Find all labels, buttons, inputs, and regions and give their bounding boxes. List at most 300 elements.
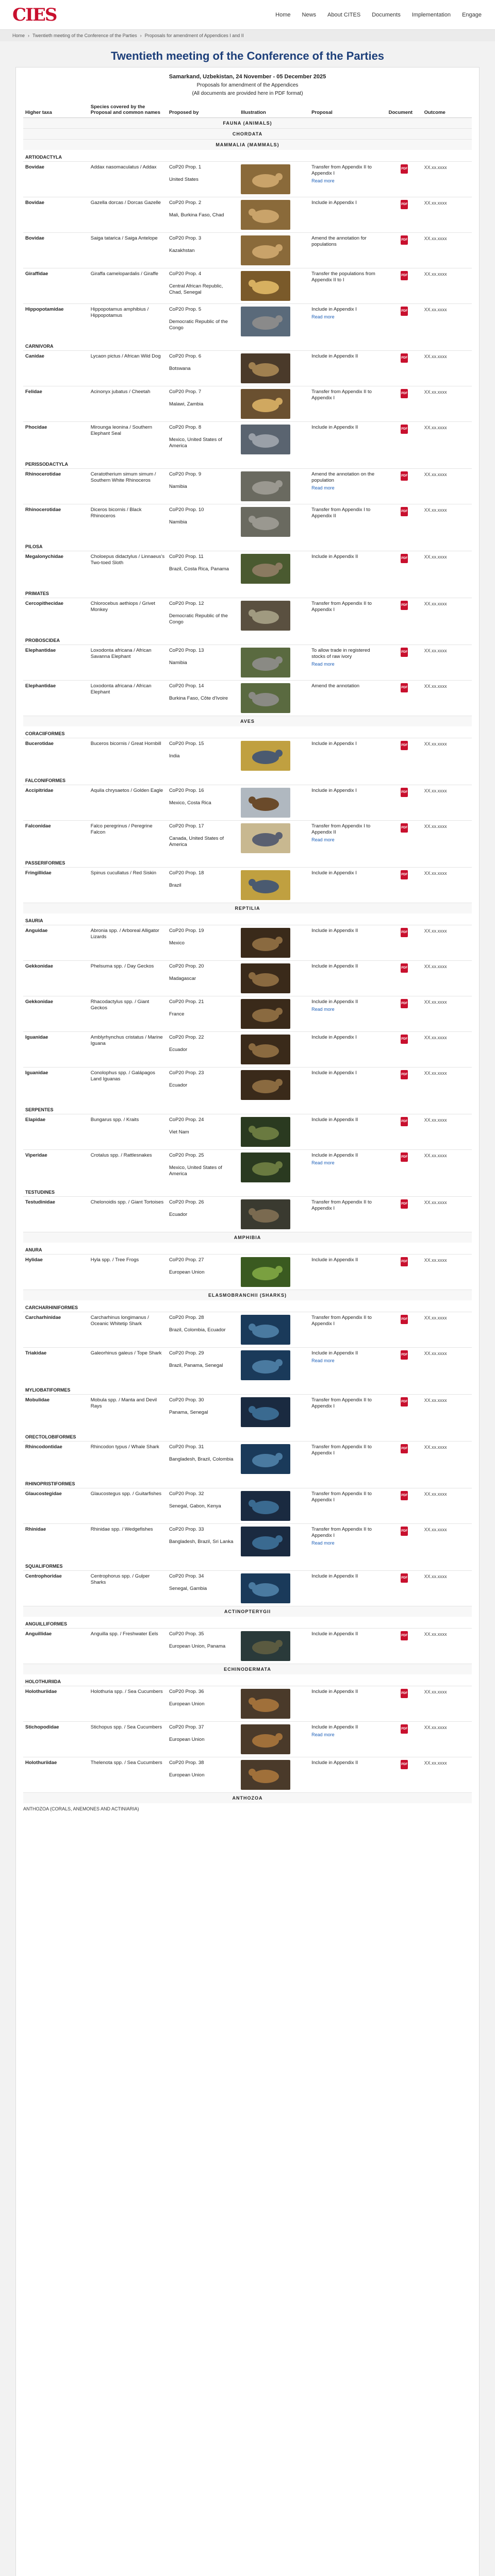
- outcome-text: XX.xx.xxxx: [424, 1574, 447, 1579]
- species-cell: Rhacodactylus spp. / Giant Geckos: [89, 996, 167, 1032]
- illustration-head: [249, 1406, 256, 1413]
- species-cell: Rhinidae spp. / Wedgefishes: [89, 1524, 167, 1560]
- breadcrumb-separator: ›: [28, 33, 30, 38]
- proposal-cell: [309, 1197, 387, 1232]
- higher-taxon-cell: Gekkonidae: [23, 961, 89, 996]
- proposal-row: [23, 996, 472, 1032]
- pdf-icon[interactable]: PDF: [401, 307, 408, 316]
- order-label: CARCHARHINIFORMES: [25, 1305, 78, 1310]
- species-cell: Spinus cucullatus / Red Siskin: [89, 868, 167, 903]
- proposal-cell: [309, 162, 387, 197]
- column-header: Proposal: [309, 102, 387, 118]
- order-row: [23, 539, 472, 551]
- illustration-cell: [239, 469, 309, 504]
- section-band-label: ELASMOBRANCHII (SHARKS): [23, 1290, 472, 1301]
- illustration-cell: [239, 304, 309, 340]
- proposal-text: Include in Appendix II: [311, 1689, 358, 1694]
- order-label: SAURIA: [25, 918, 43, 923]
- proposal-text: Transfer from Appendix I to Appendix II: [311, 823, 371, 835]
- species-cell: Holothuria spp. / Sea Cucumbers: [89, 1686, 167, 1722]
- higher-taxon-cell: Glaucostegidae: [23, 1488, 89, 1524]
- proposal-row: [23, 785, 472, 821]
- pdf-icon[interactable]: PDF: [401, 200, 408, 209]
- illustration-head: [275, 937, 283, 944]
- proposals-table: [23, 102, 472, 1803]
- order-label: MYLIOBATIFORMES: [25, 1387, 71, 1393]
- species-cell: Aquila chrysaetos / Golden Eagle: [89, 785, 167, 821]
- monkey-illustration: [241, 601, 290, 631]
- outcome-text: XX.xx.xxxx: [424, 1117, 447, 1123]
- outcome-text: XX.xx.xxxx: [424, 1200, 447, 1205]
- illustration-cell: [239, 162, 309, 197]
- higher-taxon-cell: Anguidae: [23, 925, 89, 961]
- outcome-cell: [422, 961, 472, 996]
- species-cell: Stichopus spp. / Sea Cucumbers: [89, 1722, 167, 1757]
- outcome-cell: [422, 645, 472, 681]
- proposal-row: [23, 1686, 472, 1722]
- outcome-cell: [422, 1442, 472, 1477]
- higher-taxon-cell: Rhincodontidae: [23, 1442, 89, 1477]
- read-more-link[interactable]: Read more: [311, 314, 335, 319]
- order-label: PRIMATES: [25, 591, 49, 596]
- proposal-text: To allow trade in registered stocks of raw ivory: [311, 648, 370, 659]
- section-band: [23, 1232, 472, 1243]
- illustration-cell: [239, 1524, 309, 1560]
- document-cell: [387, 821, 422, 856]
- higher-taxon-cell: Centrophoridae: [23, 1571, 89, 1606]
- nav-item[interactable]: Home: [275, 11, 291, 18]
- proposal-cell: [309, 645, 387, 681]
- illustration-subject: [252, 611, 279, 624]
- outcome-text: XX.xx.xxxx: [424, 389, 447, 395]
- proposal-text: Include in Appendix II: [311, 1631, 358, 1637]
- read-more-link[interactable]: Read more: [311, 837, 335, 842]
- pdf-icon[interactable]: PDF: [401, 870, 408, 879]
- illustration-subject: [252, 751, 279, 764]
- intro-subtitle: Proposals for amendment of the Appendices: [196, 82, 299, 88]
- pdf-icon[interactable]: PDF: [401, 1035, 408, 1044]
- proposal-row: [23, 351, 472, 386]
- illustration-subject: [252, 1583, 279, 1597]
- proposed-by-cell: CoP20 Prop. 36 European Union: [167, 1686, 239, 1722]
- nav-item[interactable]: About CITES: [327, 11, 361, 18]
- pdf-icon[interactable]: PDF: [401, 1491, 408, 1500]
- lizard-illustration: [241, 928, 290, 958]
- illustration-cell: [239, 551, 309, 587]
- proposal-row: [23, 1312, 472, 1348]
- proposed-by-cell: CoP20 Prop. 17 Canada, United States of America: [167, 821, 239, 856]
- nav-item[interactable]: Implementation: [411, 11, 451, 18]
- higher-taxon-cell: Testudinidae: [23, 1197, 89, 1232]
- order-row: [23, 1559, 472, 1571]
- species-cell: Galeorhinus galeus / Tope Shark: [89, 1348, 167, 1383]
- proposal-text: Transfer from Appendix II to Appendix I: [311, 1397, 372, 1409]
- elephant-illustration: [241, 648, 290, 677]
- cites-logo[interactable]: CIES: [12, 4, 57, 25]
- illustration-cell: [239, 1197, 309, 1232]
- pdf-icon[interactable]: PDF: [401, 601, 408, 610]
- proposal-row: [23, 1395, 472, 1430]
- pdf-icon[interactable]: PDF: [401, 1444, 408, 1453]
- pdf-icon[interactable]: PDF: [401, 788, 408, 797]
- proposal-text: Transfer from Appendix II to Appendix I: [311, 164, 372, 176]
- higher-taxon-cell: Iguanidae: [23, 1032, 89, 1067]
- proposal-text: Include in Appendix II: [311, 928, 358, 934]
- outcome-cell: [422, 422, 472, 457]
- pdf-icon[interactable]: PDF: [401, 507, 408, 516]
- illustration-cell: [239, 386, 309, 422]
- species-cell: Abronia spp. / Arboreal Alligator Lizards: [89, 925, 167, 961]
- pdf-icon[interactable]: PDF: [401, 1117, 408, 1126]
- illustration-cell: [239, 1629, 309, 1664]
- nav-item[interactable]: Documents: [372, 11, 401, 18]
- order-row: [23, 1383, 472, 1395]
- illustration-cell: [239, 645, 309, 681]
- illustration-subject: [252, 1641, 279, 1654]
- proposal-text: Transfer from Appendix II to Appendix I: [311, 1315, 372, 1327]
- illustration-head: [249, 692, 256, 699]
- proposal-cell: [309, 681, 387, 716]
- pdf-icon[interactable]: PDF: [401, 164, 408, 174]
- pdf-icon[interactable]: PDF: [401, 999, 408, 1008]
- outcome-cell: [422, 233, 472, 268]
- ray-illustration: [241, 1397, 290, 1427]
- proposal-cell: [309, 1348, 387, 1383]
- higher-taxon-cell: Giraffidae: [23, 268, 89, 304]
- illustration-subject: [252, 316, 279, 330]
- pdf-icon[interactable]: PDF: [401, 1760, 408, 1769]
- outcome-text: XX.xx.xxxx: [424, 999, 447, 1005]
- pdf-icon[interactable]: PDF: [401, 353, 408, 363]
- nav-item[interactable]: Engage: [462, 11, 482, 18]
- pdf-icon[interactable]: PDF: [401, 1689, 408, 1698]
- pdf-icon[interactable]: PDF: [401, 235, 408, 245]
- section-band: [23, 1290, 472, 1301]
- order-row: [23, 1300, 472, 1312]
- illustration-subject: [252, 174, 279, 188]
- pdf-icon[interactable]: PDF: [401, 963, 408, 973]
- outcome-text: XX.xx.xxxx: [424, 871, 447, 876]
- outcome-cell: [422, 1629, 472, 1664]
- order-row: [23, 633, 472, 645]
- outcome-text: XX.xx.xxxx: [424, 1632, 447, 1637]
- document-cell: [387, 1150, 422, 1185]
- document-cell: [387, 868, 422, 903]
- ungulate-illustration: [241, 235, 290, 265]
- outcome-cell: [422, 1686, 472, 1722]
- illustration-head: [275, 1733, 283, 1740]
- section-band: [23, 716, 472, 727]
- column-header: Document: [387, 102, 422, 118]
- breadcrumb-link[interactable]: Twentieth meeting of the Conference of the Parties: [32, 33, 137, 38]
- species-cell: Mobula spp. / Manta and Devil Rays: [89, 1395, 167, 1430]
- illustration-cell: [239, 1722, 309, 1757]
- higher-taxon-cell: Holothuriidae: [23, 1686, 89, 1722]
- order-row: [23, 1103, 472, 1114]
- proposal-cell: [309, 268, 387, 304]
- outcome-text: XX.xx.xxxx: [424, 1492, 447, 1497]
- outcome-cell: [422, 681, 472, 716]
- illustration-subject: [252, 798, 279, 811]
- illustration-subject: [252, 1127, 279, 1140]
- proposal-cell: [309, 1067, 387, 1103]
- outcome-cell: [422, 598, 472, 634]
- lizard-illustration: [241, 963, 290, 993]
- proposal-cell: [309, 1686, 387, 1722]
- outcome-text: XX.xx.xxxx: [424, 928, 447, 934]
- order-row: [23, 1243, 472, 1255]
- frog-illustration: [241, 1257, 290, 1287]
- pdf-icon[interactable]: PDF: [401, 1724, 408, 1734]
- illustration-subject: [252, 564, 279, 577]
- shark-illustration: [241, 1444, 290, 1474]
- proposed-by-cell: CoP20 Prop. 2 Mali, Burkina Faso, Chad: [167, 197, 239, 233]
- illustration-head: [249, 1500, 256, 1507]
- outcome-cell: [422, 1488, 472, 1524]
- proposal-row: [23, 233, 472, 268]
- proposal-row: [23, 197, 472, 233]
- section-band: [23, 140, 472, 150]
- pdf-icon[interactable]: PDF: [401, 1070, 408, 1079]
- higher-taxon-cell: Bucerotidae: [23, 738, 89, 774]
- outcome-cell: [422, 785, 472, 821]
- illustration-subject: [252, 1009, 279, 1022]
- proposal-cell: [309, 1488, 387, 1524]
- illustration-subject: [252, 938, 279, 951]
- illustration-head: [249, 1043, 256, 1050]
- outcome-cell: [422, 469, 472, 504]
- outcome-text: XX.xx.xxxx: [424, 684, 447, 689]
- intro-block: [23, 73, 472, 98]
- proposal-cell: [309, 1150, 387, 1185]
- outcome-cell: [422, 1032, 472, 1067]
- outcome-text: XX.xx.xxxx: [424, 472, 447, 477]
- illustration-subject: [252, 1454, 279, 1467]
- proposed-by-cell: CoP20 Prop. 9 Namibia: [167, 469, 239, 504]
- order-label: PASSERIFORMES: [25, 860, 65, 866]
- proposal-row: [23, 1571, 472, 1606]
- read-more-link[interactable]: Read more: [311, 1358, 335, 1363]
- breadcrumb-link[interactable]: Home: [12, 33, 25, 38]
- proposed-by-cell: CoP20 Prop. 20 Madagascar: [167, 961, 239, 996]
- read-more-link[interactable]: Read more: [311, 1540, 335, 1546]
- higher-taxon-cell: Viperidae: [23, 1150, 89, 1185]
- proposal-row: [23, 821, 472, 856]
- species-cell: Loxodonta africana / African Elephant: [89, 681, 167, 716]
- outcome-text: XX.xx.xxxx: [424, 1315, 447, 1320]
- document-cell: [387, 1757, 422, 1793]
- pdf-icon[interactable]: PDF: [401, 271, 408, 280]
- section-band-label: MAMMALIA (MAMMALS): [23, 140, 472, 150]
- species-cell: Conolophus spp. / Galápagos Land Iguanas: [89, 1067, 167, 1103]
- outcome-text: XX.xx.xxxx: [424, 1725, 447, 1730]
- pdf-icon[interactable]: PDF: [401, 1573, 408, 1583]
- outcome-cell: [422, 821, 472, 856]
- illustration-head: [249, 1324, 256, 1331]
- outcome-cell: [422, 1348, 472, 1383]
- document-cell: [387, 351, 422, 386]
- proposal-cell: [309, 1395, 387, 1430]
- order-row: [23, 150, 472, 162]
- proposal-cell: [309, 1524, 387, 1560]
- species-cell: Choloepus didactylus / Linnaeus's Two-toed Sloth: [89, 551, 167, 587]
- column-header: Higher taxa: [23, 102, 89, 118]
- outcome-cell: [422, 197, 472, 233]
- pdf-icon[interactable]: PDF: [401, 1199, 408, 1209]
- proposed-by-cell: CoP20 Prop. 34 Senegal, Gambia: [167, 1571, 239, 1606]
- proposed-by-cell: CoP20 Prop. 31 Bangladesh, Brazil, Colombia: [167, 1442, 239, 1477]
- proposal-text: Amend the annotation for populations: [311, 235, 367, 247]
- read-more-link[interactable]: Read more: [311, 485, 335, 490]
- pdf-icon[interactable]: PDF: [401, 1257, 408, 1266]
- proposed-by-cell: CoP20 Prop. 12 Democratic Republic of the Congo: [167, 598, 239, 634]
- proposal-cell: [309, 1255, 387, 1290]
- section-band-label: AMPHIBIA: [23, 1232, 472, 1243]
- order-row: [23, 726, 472, 738]
- pdf-icon[interactable]: PDF: [401, 741, 408, 750]
- order-label: PILOSA: [25, 544, 43, 549]
- proposed-by-cell: CoP20 Prop. 22 Ecuador: [167, 1032, 239, 1067]
- proposal-row: [23, 868, 472, 903]
- illustration-subject: [252, 1407, 279, 1420]
- document-cell: [387, 1114, 422, 1150]
- pdf-icon[interactable]: PDF: [401, 1350, 408, 1360]
- outcome-text: XX.xx.xxxx: [424, 1035, 447, 1040]
- illustration-head: [249, 516, 256, 523]
- proposal-text: Include in Appendix II: [311, 1760, 358, 1766]
- proposed-by-cell: CoP20 Prop. 19 Mexico: [167, 925, 239, 961]
- pdf-icon[interactable]: PDF: [401, 928, 408, 937]
- giraffe-illustration: [241, 271, 290, 301]
- lizard-illustration: [241, 1070, 290, 1100]
- page-title: Twentieth meeting of the Conference of the Parties: [110, 49, 385, 62]
- dog-illustration: [241, 353, 290, 383]
- order-row: [23, 1477, 472, 1488]
- species-cell: Lycaon pictus / African Wild Dog: [89, 351, 167, 386]
- document-cell: [387, 598, 422, 634]
- proposal-row: [23, 598, 472, 634]
- proposal-row: [23, 738, 472, 774]
- read-more-link[interactable]: Read more: [311, 662, 335, 667]
- illustration-subject: [252, 281, 279, 294]
- pdf-icon[interactable]: PDF: [401, 389, 408, 398]
- pdf-icon[interactable]: PDF: [401, 425, 408, 434]
- outcome-cell: [422, 268, 472, 304]
- document-cell: [387, 1312, 422, 1348]
- pdf-icon[interactable]: PDF: [401, 1631, 408, 1640]
- proposal-row: [23, 162, 472, 197]
- outcome-cell: [422, 162, 472, 197]
- illustration-head: [249, 609, 256, 617]
- document-cell: [387, 422, 422, 457]
- proposal-row: [23, 1722, 472, 1757]
- pdf-icon[interactable]: PDF: [401, 1397, 408, 1406]
- outcome-text: XX.xx.xxxx: [424, 554, 447, 560]
- pdf-icon[interactable]: PDF: [401, 1527, 408, 1536]
- proposal-text: Include in Appendix I: [311, 870, 357, 876]
- illustration-subject: [252, 1267, 279, 1280]
- proposal-row: [23, 1629, 472, 1664]
- proposal-cell: [309, 351, 387, 386]
- document-cell: [387, 197, 422, 233]
- read-more-link[interactable]: Read more: [311, 1007, 335, 1012]
- proposal-text: Include in Appendix II: [311, 353, 358, 359]
- illustration-cell: [239, 1114, 309, 1150]
- nav-item[interactable]: News: [302, 11, 316, 18]
- column-header: Species covered by the Proposal and common names: [89, 102, 167, 118]
- illustration-cell: [239, 1442, 309, 1477]
- higher-taxon-cell: Hippopotamidae: [23, 304, 89, 340]
- illustration-head: [275, 1266, 283, 1273]
- higher-taxon-cell: Holothuriidae: [23, 1757, 89, 1793]
- document-cell: [387, 1395, 422, 1430]
- read-more-link[interactable]: Read more: [311, 1732, 335, 1737]
- pdf-icon[interactable]: PDF: [401, 471, 408, 481]
- order-label: ANURA: [25, 1247, 42, 1252]
- proposal-cell: [309, 1757, 387, 1793]
- section-band-label: AVES: [23, 716, 472, 727]
- higher-taxon-cell: Mobulidae: [23, 1395, 89, 1430]
- higher-taxon-cell: Felidae: [23, 386, 89, 422]
- illustration-head: [249, 1126, 256, 1133]
- higher-taxon-cell: Iguanidae: [23, 1067, 89, 1103]
- illustration-head: [275, 832, 283, 839]
- order-label: SQUALIFORMES: [25, 1564, 63, 1569]
- proposal-row: [23, 1197, 472, 1232]
- proposal-row: [23, 1524, 472, 1560]
- illustration-cell: [239, 422, 309, 457]
- pdf-icon[interactable]: PDF: [401, 648, 408, 657]
- meeting-location-dates: Samarkand, Uzbekistan, 24 November - 05 December 2025: [169, 74, 326, 80]
- proposed-by-cell: CoP20 Prop. 29 Brazil, Panama, Senegal: [167, 1348, 239, 1383]
- proposal-row: [23, 268, 472, 304]
- illustration-subject: [252, 1734, 279, 1748]
- proposed-by-cell: CoP20 Prop. 23 Ecuador: [167, 1067, 239, 1103]
- species-cell: Hippopotamus amphibius / Hippopotamus: [89, 304, 167, 340]
- proposed-by-cell: CoP20 Prop. 32 Senegal, Gabon, Kenya: [167, 1488, 239, 1524]
- proposal-row: [23, 469, 472, 504]
- breadcrumb-link[interactable]: Proposals for amendment of Appendices I and II: [144, 33, 244, 38]
- proposal-text: Transfer from Appendix II to Appendix I: [311, 601, 372, 613]
- order-label: ARTIODACTYLA: [25, 155, 62, 160]
- illustration-subject: [252, 363, 279, 377]
- species-cell: Falco peregrinus / Peregrine Falcon: [89, 821, 167, 856]
- outcome-text: XX.xx.xxxx: [424, 1071, 447, 1076]
- outcome-text: XX.xx.xxxx: [424, 1527, 447, 1532]
- pdf-icon[interactable]: PDF: [401, 554, 408, 563]
- illustration-subject: [252, 210, 279, 223]
- pdf-icon[interactable]: PDF: [401, 683, 408, 692]
- outcome-cell: [422, 1114, 472, 1150]
- read-more-link[interactable]: Read more: [311, 178, 335, 183]
- pdf-icon[interactable]: PDF: [401, 1315, 408, 1324]
- read-more-link[interactable]: Read more: [311, 1160, 335, 1165]
- section-band-label: REPTILIA: [23, 903, 472, 914]
- proposal-cell: [309, 197, 387, 233]
- proposed-by-cell: CoP20 Prop. 7 Malawi, Zambia: [167, 386, 239, 422]
- document-cell: [387, 469, 422, 504]
- elephant-illustration: [241, 683, 290, 713]
- pdf-icon[interactable]: PDF: [401, 823, 408, 833]
- illustration-head: [275, 1359, 283, 1366]
- proposal-text: Include in Appendix I: [311, 1070, 357, 1076]
- illustration-subject: [252, 517, 279, 530]
- order-row: [23, 1185, 472, 1197]
- outcome-cell: [422, 1395, 472, 1430]
- pdf-icon[interactable]: PDF: [401, 1153, 408, 1162]
- higher-taxon-cell: Canidae: [23, 351, 89, 386]
- breadcrumb: [0, 30, 495, 41]
